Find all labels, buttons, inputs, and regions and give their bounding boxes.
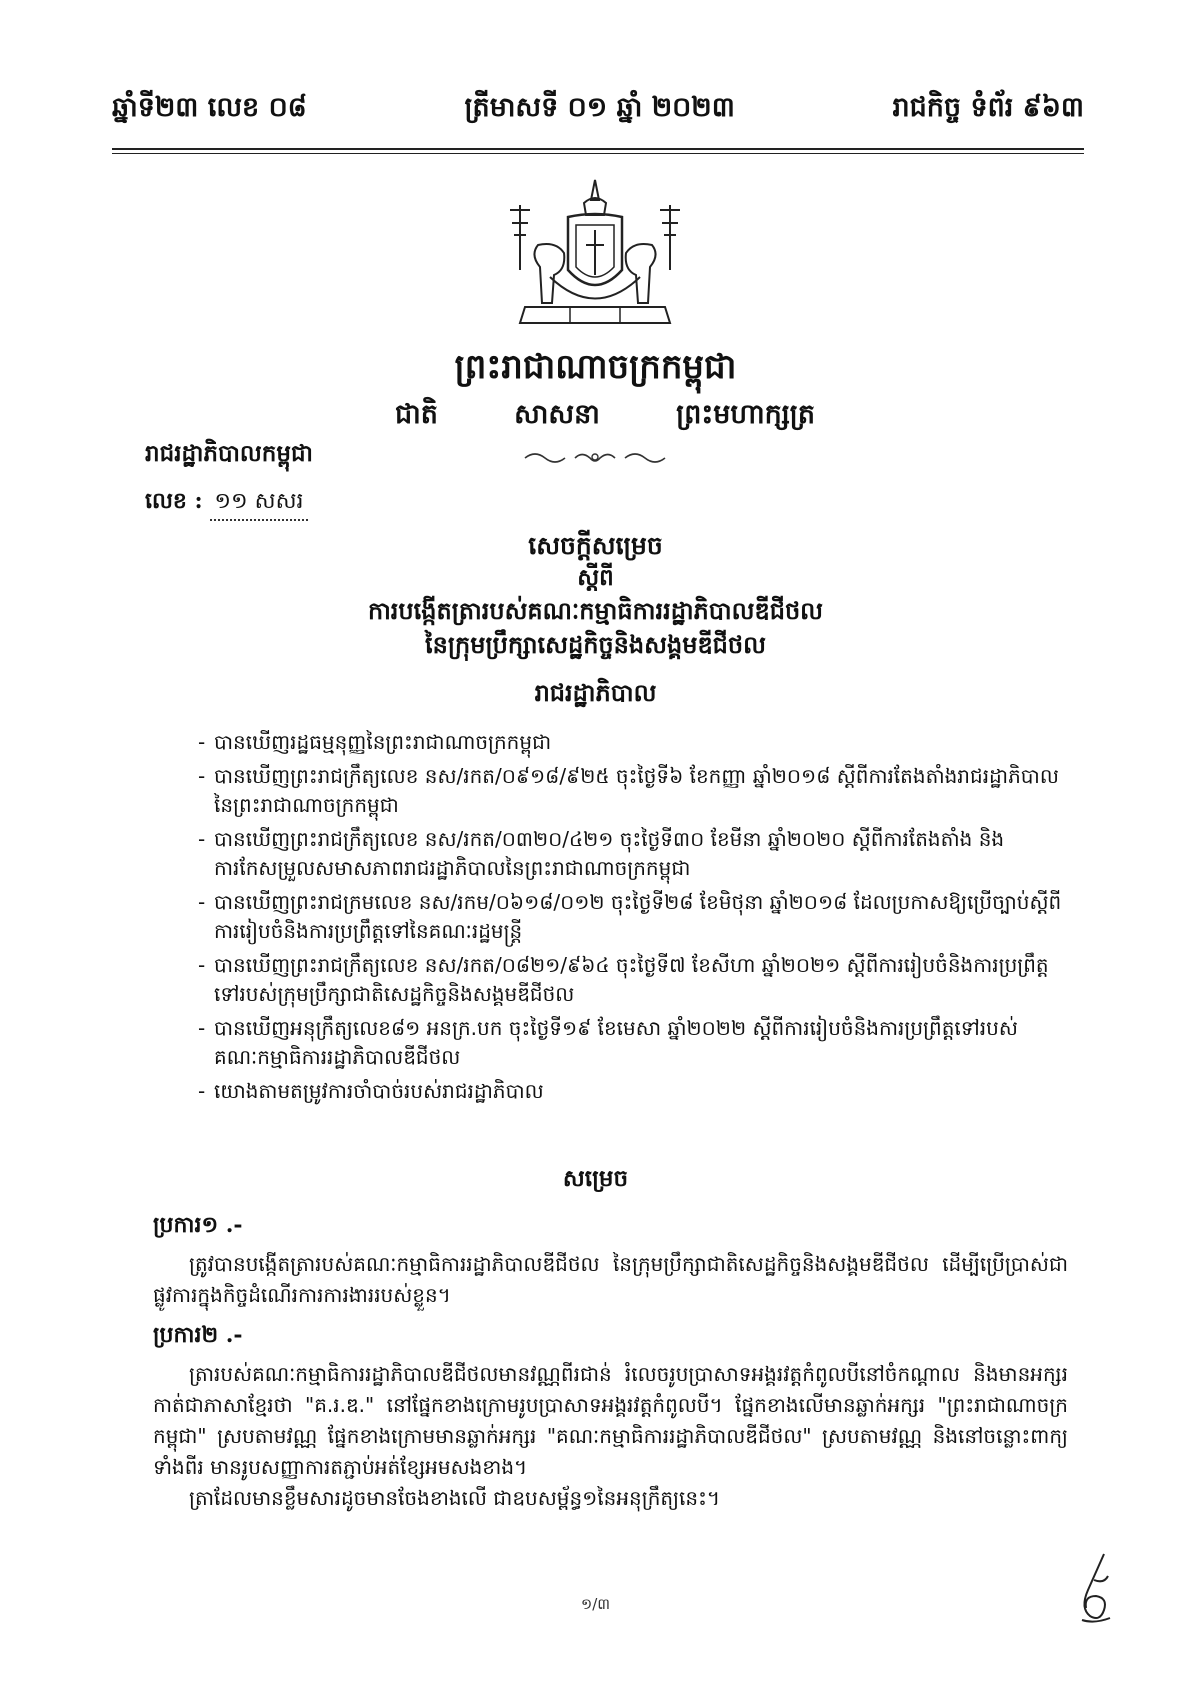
issuing-authority: រាជរដ្ឋាភិបាលកម្ពុជា [145, 440, 313, 467]
decision-title: សេចក្ដីសម្រេច [528, 531, 663, 560]
recital-item: - យោងតាមតម្រូវការចាំបាច់របស់រាជរដ្ឋាភិបាល [198, 1077, 1068, 1106]
header-double-rule [112, 148, 1084, 154]
ornament-divider-icon [520, 448, 670, 468]
gazette-page-ref: រាជកិច្ច ទំព័រ ៩៦៣ [892, 91, 1084, 123]
article-1-heading: ប្រការ១ .- [153, 1212, 243, 1238]
government-heading: រាជរដ្ឋាភិបាល [534, 678, 657, 707]
recital-item: - បានឃើញព្រះរាជក្រឹត្យលេខ នស/រកត/០៨២១/៩៦៤ ចុះថ្ងៃទី៧ ខែសីហា ឆ្នាំ២០២១ ស្ដីពីការរៀបចំនិងការប្រព្រឹត្តទៅរបស់ក្រុមប្រឹក្សាជាតិសេដ្ឋកិច្ចនិងសង្គមឌីជីថល [198, 951, 1068, 1009]
article-2 [153, 1320, 1068, 1514]
article-2-annex-text: ត្រាដែលមានខ្លឹមសារដូចមានចែងខាងលើ ជាឧបសម្ព័ន្ធ១នៃអនុក្រឹត្យនេះ។ [189, 1486, 721, 1510]
recitals-list [198, 728, 1068, 1111]
document-number-value: ១១ សសរ [210, 487, 307, 521]
article-2-heading: ប្រការ២ .- [153, 1322, 243, 1348]
decision-subject-label: ស្ដីពី [577, 564, 614, 591]
decision-title-block [0, 530, 1191, 662]
recital-item: - បានឃើញរដ្ឋធម្មនុញ្ញនៃព្រះរាជាណាចក្រកម្ពុជា [198, 728, 1068, 757]
article-2-text: ត្រារបស់គណៈកម្មាធិការរដ្ឋាភិបាលឌីជីថលមានវណ្ណពីរជាន់ រំលេចរូបប្រាសាទអង្គរវត្តកំពូលបីនៅចំកណ្ដាល និងមានអក្សរកាត់ជាភាសាខ្មែរថា "គ.រ.ឌ." នៅផ្នែកខាងក្រោមរូបប្រាសាទអង្គរវត្តកំពូលបី។ ផ្នែកខាងលើមានឆ្លាក់អក្សរ "ព្រះរាជាណាចក្រកម្ពុជា" ស្របតាមវណ្ណ ផ្នែកខាងក្រោមមានឆ្លាក់អក្សរ "គណៈកម្មាធិការរដ្ឋាភិបាលឌីជីថល" ស្របតាមវណ្ណ និងនៅចន្លោះពាក្យទាំងពីរ មានរូបសញ្ញាការតភ្ជាប់អត់ខ្សែអមសងខាង។ [153, 1362, 1068, 1479]
decides-heading: សម្រេច [562, 1165, 629, 1192]
recital-item: - បានឃើញអនុក្រឹត្យលេខ៨១ អនក្រ.បក ចុះថ្ងៃទី១៩ ខែមេសា ឆ្នាំ២០២២ ស្ដីពីការរៀបចំនិងការប្រព្រឹត្តទៅរបស់គណៈកម្មាធិការរដ្ឋាភិបាលឌីជីថល [198, 1014, 1068, 1072]
motto-king: ព្រះមហាក្សត្រ [676, 399, 815, 430]
motto-nation: ជាតិ [395, 399, 438, 430]
article-1-text: ត្រូវបានបង្កើតត្រារបស់គណៈកម្មាធិការរដ្ឋាភិបាលឌីជីថល នៃក្រុមប្រឹក្សាជាតិសេដ្ឋកិច្ចនិងសង្គមឌីជីថល ដើម្បីប្រើប្រាស់ជាផ្លូវការក្នុងកិច្ចដំណើរការការងាររបស់ខ្លួន។ [153, 1252, 1068, 1307]
decision-subject-line1: ការបង្កើតត្រារបស់គណៈកម្មាធិការរដ្ឋាភិបាលឌីជីថល [367, 596, 824, 625]
handwritten-signature-icon [1074, 1550, 1114, 1626]
gazette-quarter: ត្រីមាសទី ០១ ឆ្នាំ ២០២៣ [464, 91, 735, 123]
royal-coat-of-arms-icon [480, 175, 710, 335]
national-motto [395, 398, 815, 437]
recital-item: - បានឃើញព្រះរាជក្រឹត្យលេខ នស/រកត/០៩១៨/៩២៥ ចុះថ្ងៃទី៦ ខែកញ្ញា ឆ្នាំ២០១៨ ស្ដីពីការតែងតាំងរាជរដ្ឋាភិបាលនៃព្រះរាជាណាចក្រកម្ពុជា [198, 762, 1068, 820]
motto-religion: សាសនា [514, 399, 600, 430]
kingdom-title: ព្រះរាជាណាចក្រកម្ពុជា [454, 347, 737, 387]
page-number: ១/៣ [580, 1595, 611, 1613]
article-1 [153, 1210, 1068, 1311]
document-number-label: លេខ : [145, 488, 203, 514]
recital-item: - បានឃើញព្រះរាជក្រឹត្យលេខ នស/រកត/០៣២០/៤២១ ចុះថ្ងៃទី៣០ ខែមីនា ឆ្នាំ២០២០ ស្ដីពីការតែងតាំង និងការកែសម្រួលសមាសភាពរាជរដ្ឋាភិបាលនៃព្រះរាជាណាចក្រកម្ពុជា [198, 825, 1068, 883]
recital-item: - បានឃើញព្រះរាជក្រមលេខ នស/រកម/០៦១៨/០១២ ចុះថ្ងៃទី២៨ ខែមិថុនា ឆ្នាំ២០១៨ ដែលប្រកាសឱ្យប្រើច្បាប់ស្ដីពីការរៀបចំនិងការប្រព្រឹត្តទៅនៃគណៈរដ្ឋមន្ត្រី [198, 888, 1068, 946]
gazette-header [112, 88, 1084, 132]
document-number [145, 487, 308, 521]
gazette-year-number: ឆ្នាំទី២៣ លេខ ០៨ [112, 91, 307, 123]
decision-subject-line2: នៃក្រុមប្រឹក្សាសេដ្ឋកិច្ចនិងសង្គមឌីជីថល [424, 630, 766, 659]
